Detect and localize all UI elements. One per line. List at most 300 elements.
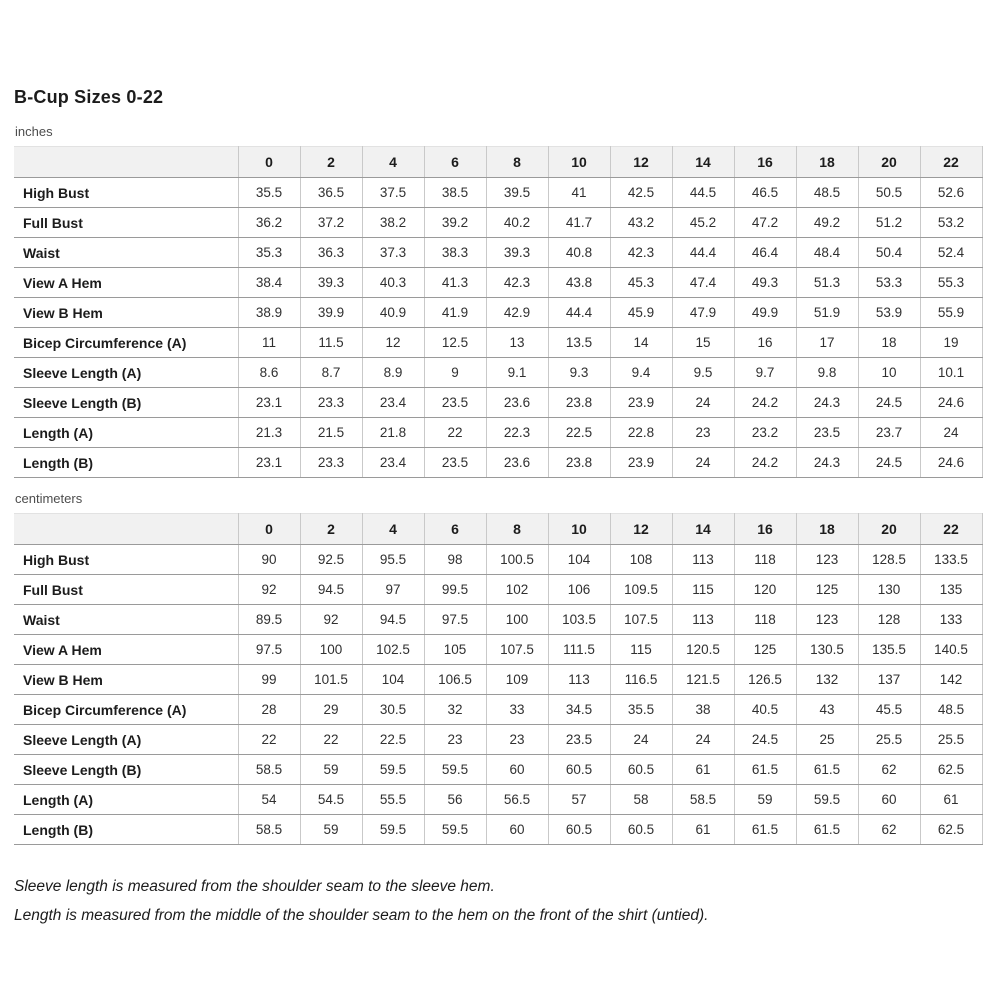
size-value-cell: 121.5 <box>672 665 734 695</box>
measurement-row <box>14 328 982 358</box>
size-value-cell: 61 <box>920 785 982 815</box>
size-table-inches <box>14 146 983 478</box>
size-value-cell: 22 <box>424 418 486 448</box>
size-value-cell: 24.5 <box>858 388 920 418</box>
size-value-cell: 38.4 <box>238 268 300 298</box>
size-value-cell: 23.6 <box>486 388 548 418</box>
size-value-cell: 61 <box>672 815 734 845</box>
size-value-cell: 54 <box>238 785 300 815</box>
size-value-cell: 24.6 <box>920 448 982 478</box>
size-value-cell: 133.5 <box>920 545 982 575</box>
size-value-cell: 60.5 <box>548 755 610 785</box>
size-value-cell: 24 <box>672 388 734 418</box>
footnote-sleeve-length: Sleeve length is measured from the shoulder seam to the sleeve hem. <box>14 878 495 895</box>
size-value-cell: 49.3 <box>734 268 796 298</box>
corner-cell <box>14 147 238 178</box>
row-label: High Bust <box>14 545 238 575</box>
footnote-length: Length is measured from the middle of the shoulder seam to the hem on the front of the shirt (untied). <box>14 907 709 924</box>
size-value-cell: 35.5 <box>610 695 672 725</box>
size-value-cell: 54.5 <box>300 785 362 815</box>
size-value-cell: 13 <box>486 328 548 358</box>
size-value-cell: 9.7 <box>734 358 796 388</box>
size-value-cell: 32 <box>424 695 486 725</box>
size-column-header: 0 <box>238 514 300 545</box>
size-value-cell: 8.6 <box>238 358 300 388</box>
size-value-cell: 44.4 <box>548 298 610 328</box>
size-value-cell: 21.5 <box>300 418 362 448</box>
size-column-header: 18 <box>796 147 858 178</box>
size-value-cell: 23.7 <box>858 418 920 448</box>
size-value-cell: 142 <box>920 665 982 695</box>
size-value-cell: 135.5 <box>858 635 920 665</box>
size-value-cell: 23.3 <box>300 388 362 418</box>
size-value-cell: 9.8 <box>796 358 858 388</box>
size-value-cell: 47.2 <box>734 208 796 238</box>
size-value-cell: 41 <box>548 178 610 208</box>
size-value-cell: 22.3 <box>486 418 548 448</box>
size-value-cell: 23.9 <box>610 388 672 418</box>
size-value-cell: 24.3 <box>796 388 858 418</box>
size-column-header: 14 <box>672 514 734 545</box>
size-value-cell: 23.1 <box>238 388 300 418</box>
size-value-cell: 46.4 <box>734 238 796 268</box>
size-value-cell: 133 <box>920 605 982 635</box>
row-label: High Bust <box>14 178 238 208</box>
size-value-cell: 39.3 <box>486 238 548 268</box>
size-value-cell: 51.3 <box>796 268 858 298</box>
size-value-cell: 123 <box>796 605 858 635</box>
size-value-cell: 24.2 <box>734 448 796 478</box>
size-value-cell: 44.5 <box>672 178 734 208</box>
size-column-header: 14 <box>672 147 734 178</box>
row-label: View A Hem <box>14 268 238 298</box>
size-value-cell: 59.5 <box>362 755 424 785</box>
size-value-cell: 30.5 <box>362 695 424 725</box>
size-value-cell: 11 <box>238 328 300 358</box>
size-value-cell: 59.5 <box>424 815 486 845</box>
row-label: Length (A) <box>14 418 238 448</box>
size-value-cell: 55.3 <box>920 268 982 298</box>
size-value-cell: 58 <box>610 785 672 815</box>
size-value-cell: 111.5 <box>548 635 610 665</box>
size-value-cell: 106 <box>548 575 610 605</box>
size-column-header: 22 <box>920 147 982 178</box>
size-value-cell: 140.5 <box>920 635 982 665</box>
size-value-cell: 37.5 <box>362 178 424 208</box>
size-value-cell: 43.2 <box>610 208 672 238</box>
size-value-cell: 15 <box>672 328 734 358</box>
measurement-row <box>14 268 982 298</box>
measurement-row <box>14 545 982 575</box>
size-value-cell: 92.5 <box>300 545 362 575</box>
size-column-header: 2 <box>300 514 362 545</box>
size-value-cell: 97.5 <box>424 605 486 635</box>
size-value-cell: 36.2 <box>238 208 300 238</box>
size-value-cell: 45.3 <box>610 268 672 298</box>
size-value-cell: 56.5 <box>486 785 548 815</box>
size-value-cell: 130.5 <box>796 635 858 665</box>
size-value-cell: 23.5 <box>796 418 858 448</box>
size-column-header: 4 <box>362 147 424 178</box>
size-value-cell: 45.9 <box>610 298 672 328</box>
size-value-cell: 99.5 <box>424 575 486 605</box>
measurement-row <box>14 448 982 478</box>
measurement-row <box>14 358 982 388</box>
size-value-cell: 118 <box>734 605 796 635</box>
size-value-cell: 92 <box>238 575 300 605</box>
size-value-cell: 14 <box>610 328 672 358</box>
size-value-cell: 100.5 <box>486 545 548 575</box>
size-value-cell: 57 <box>548 785 610 815</box>
size-value-cell: 23 <box>486 725 548 755</box>
size-column-header: 2 <box>300 147 362 178</box>
size-value-cell: 23.8 <box>548 388 610 418</box>
size-value-cell: 135 <box>920 575 982 605</box>
size-value-cell: 21.8 <box>362 418 424 448</box>
size-value-cell: 59.5 <box>424 755 486 785</box>
size-value-cell: 50.4 <box>858 238 920 268</box>
size-column-header: 10 <box>548 147 610 178</box>
size-value-cell: 62.5 <box>920 755 982 785</box>
measurement-row <box>14 665 982 695</box>
size-column-header: 10 <box>548 514 610 545</box>
size-value-cell: 53.9 <box>858 298 920 328</box>
row-label: Length (B) <box>14 815 238 845</box>
size-value-cell: 41.9 <box>424 298 486 328</box>
size-value-cell: 43.8 <box>548 268 610 298</box>
size-value-cell: 24 <box>672 448 734 478</box>
size-value-cell: 24.5 <box>858 448 920 478</box>
size-value-cell: 61 <box>672 755 734 785</box>
size-value-cell: 21.3 <box>238 418 300 448</box>
size-value-cell: 101.5 <box>300 665 362 695</box>
size-value-cell: 38.9 <box>238 298 300 328</box>
size-value-cell: 42.3 <box>486 268 548 298</box>
size-value-cell: 125 <box>734 635 796 665</box>
size-value-cell: 16 <box>734 328 796 358</box>
size-value-cell: 29 <box>300 695 362 725</box>
size-value-cell: 12.5 <box>424 328 486 358</box>
size-value-cell: 9.1 <box>486 358 548 388</box>
size-value-cell: 53.2 <box>920 208 982 238</box>
row-label: Sleeve Length (B) <box>14 755 238 785</box>
size-value-cell: 39.9 <box>300 298 362 328</box>
size-value-cell: 90 <box>238 545 300 575</box>
measurement-row <box>14 785 982 815</box>
size-value-cell: 137 <box>858 665 920 695</box>
measurement-row <box>14 238 982 268</box>
size-value-cell: 22.5 <box>362 725 424 755</box>
size-value-cell: 105 <box>424 635 486 665</box>
size-value-cell: 42.9 <box>486 298 548 328</box>
size-value-cell: 62 <box>858 815 920 845</box>
unit-label-inches: inches <box>15 124 53 139</box>
size-value-cell: 61.5 <box>734 755 796 785</box>
size-value-cell: 38.3 <box>424 238 486 268</box>
size-value-cell: 97 <box>362 575 424 605</box>
size-column-header: 16 <box>734 514 796 545</box>
size-value-cell: 37.2 <box>300 208 362 238</box>
measurement-row <box>14 298 982 328</box>
size-value-cell: 95.5 <box>362 545 424 575</box>
size-value-cell: 94.5 <box>362 605 424 635</box>
size-value-cell: 44.4 <box>672 238 734 268</box>
size-column-header: 4 <box>362 514 424 545</box>
size-value-cell: 8.9 <box>362 358 424 388</box>
size-value-cell: 100 <box>300 635 362 665</box>
size-value-cell: 99 <box>238 665 300 695</box>
size-value-cell: 40.2 <box>486 208 548 238</box>
size-value-cell: 36.3 <box>300 238 362 268</box>
size-value-cell: 36.5 <box>300 178 362 208</box>
size-column-header: 12 <box>610 514 672 545</box>
row-label: Sleeve Length (B) <box>14 388 238 418</box>
size-value-cell: 59 <box>300 755 362 785</box>
size-value-cell: 60.5 <box>548 815 610 845</box>
size-value-cell: 48.5 <box>920 695 982 725</box>
measurement-row <box>14 695 982 725</box>
footnotes <box>14 872 982 930</box>
measurement-row <box>14 605 982 635</box>
size-value-cell: 28 <box>238 695 300 725</box>
size-column-header: 8 <box>486 147 548 178</box>
size-value-cell: 118 <box>734 545 796 575</box>
size-column-header: 6 <box>424 147 486 178</box>
size-table-centimeters <box>14 513 983 845</box>
size-value-cell: 41.3 <box>424 268 486 298</box>
size-value-cell: 53.3 <box>858 268 920 298</box>
size-value-cell: 106.5 <box>424 665 486 695</box>
size-value-cell: 52.4 <box>920 238 982 268</box>
size-value-cell: 19 <box>920 328 982 358</box>
size-value-cell: 39.3 <box>300 268 362 298</box>
size-value-cell: 50.5 <box>858 178 920 208</box>
size-value-cell: 103.5 <box>548 605 610 635</box>
size-value-cell: 60 <box>486 755 548 785</box>
size-value-cell: 22.5 <box>548 418 610 448</box>
size-value-cell: 120 <box>734 575 796 605</box>
size-value-cell: 9 <box>424 358 486 388</box>
size-value-cell: 23.1 <box>238 448 300 478</box>
size-value-cell: 23 <box>672 418 734 448</box>
size-value-cell: 9.3 <box>548 358 610 388</box>
measurement-row <box>14 388 982 418</box>
size-value-cell: 46.5 <box>734 178 796 208</box>
size-value-cell: 104 <box>548 545 610 575</box>
size-value-cell: 22.8 <box>610 418 672 448</box>
size-value-cell: 22 <box>300 725 362 755</box>
size-value-cell: 49.9 <box>734 298 796 328</box>
size-column-header: 6 <box>424 514 486 545</box>
row-label: Bicep Circumference (A) <box>14 328 238 358</box>
size-value-cell: 23.9 <box>610 448 672 478</box>
row-label: Waist <box>14 605 238 635</box>
measurement-row <box>14 208 982 238</box>
size-value-cell: 24.2 <box>734 388 796 418</box>
size-value-cell: 116.5 <box>610 665 672 695</box>
size-value-cell: 23.5 <box>548 725 610 755</box>
size-value-cell: 55.5 <box>362 785 424 815</box>
size-value-cell: 48.5 <box>796 178 858 208</box>
size-value-cell: 37.3 <box>362 238 424 268</box>
size-value-cell: 98 <box>424 545 486 575</box>
size-value-cell: 60.5 <box>610 815 672 845</box>
size-value-cell: 39.2 <box>424 208 486 238</box>
size-value-cell: 130 <box>858 575 920 605</box>
measurement-row <box>14 178 982 208</box>
size-value-cell: 120.5 <box>672 635 734 665</box>
size-value-cell: 10.1 <box>920 358 982 388</box>
size-value-cell: 125 <box>796 575 858 605</box>
size-value-cell: 60 <box>486 815 548 845</box>
size-value-cell: 24 <box>920 418 982 448</box>
size-value-cell: 40.8 <box>548 238 610 268</box>
size-value-cell: 102 <box>486 575 548 605</box>
size-column-header: 8 <box>486 514 548 545</box>
measurement-row <box>14 755 982 785</box>
size-value-cell: 51.2 <box>858 208 920 238</box>
size-value-cell: 23 <box>424 725 486 755</box>
size-value-cell: 24.5 <box>734 725 796 755</box>
size-value-cell: 132 <box>796 665 858 695</box>
size-value-cell: 40.3 <box>362 268 424 298</box>
size-value-cell: 92 <box>300 605 362 635</box>
size-value-cell: 23.4 <box>362 448 424 478</box>
corner-cell <box>14 514 238 545</box>
size-value-cell: 23.3 <box>300 448 362 478</box>
size-value-cell: 55.9 <box>920 298 982 328</box>
size-value-cell: 41.7 <box>548 208 610 238</box>
size-value-cell: 123 <box>796 545 858 575</box>
row-label: Full Bust <box>14 575 238 605</box>
size-value-cell: 45.5 <box>858 695 920 725</box>
size-value-cell: 22 <box>238 725 300 755</box>
size-value-cell: 35.5 <box>238 178 300 208</box>
size-value-cell: 23.5 <box>424 448 486 478</box>
size-value-cell: 61.5 <box>796 755 858 785</box>
size-value-cell: 115 <box>672 575 734 605</box>
size-value-cell: 25.5 <box>858 725 920 755</box>
size-value-cell: 59.5 <box>362 815 424 845</box>
size-value-cell: 17 <box>796 328 858 358</box>
size-value-cell: 42.3 <box>610 238 672 268</box>
size-value-cell: 113 <box>548 665 610 695</box>
size-value-cell: 39.5 <box>486 178 548 208</box>
size-value-cell: 109 <box>486 665 548 695</box>
row-label: Sleeve Length (A) <box>14 725 238 755</box>
size-column-header: 20 <box>858 514 920 545</box>
row-label: View B Hem <box>14 298 238 328</box>
size-value-cell: 38.2 <box>362 208 424 238</box>
size-value-cell: 62.5 <box>920 815 982 845</box>
size-column-header: 16 <box>734 147 796 178</box>
size-value-cell: 107.5 <box>486 635 548 665</box>
size-value-cell: 97.5 <box>238 635 300 665</box>
size-value-cell: 23.5 <box>424 388 486 418</box>
size-value-cell: 42.5 <box>610 178 672 208</box>
size-value-cell: 59 <box>734 785 796 815</box>
size-value-cell: 47.4 <box>672 268 734 298</box>
size-value-cell: 58.5 <box>238 755 300 785</box>
row-label: Length (A) <box>14 785 238 815</box>
size-value-cell: 113 <box>672 545 734 575</box>
size-value-cell: 58.5 <box>672 785 734 815</box>
size-column-header: 18 <box>796 514 858 545</box>
size-value-cell: 49.2 <box>796 208 858 238</box>
size-value-cell: 24 <box>610 725 672 755</box>
row-label: Waist <box>14 238 238 268</box>
size-column-header: 12 <box>610 147 672 178</box>
row-label: Sleeve Length (A) <box>14 358 238 388</box>
size-value-cell: 59 <box>300 815 362 845</box>
size-value-cell: 59.5 <box>796 785 858 815</box>
size-value-cell: 12 <box>362 328 424 358</box>
size-column-header: 20 <box>858 147 920 178</box>
size-value-cell: 25.5 <box>920 725 982 755</box>
row-label: View A Hem <box>14 635 238 665</box>
size-value-cell: 35.3 <box>238 238 300 268</box>
measurement-row <box>14 418 982 448</box>
size-value-cell: 23.6 <box>486 448 548 478</box>
size-value-cell: 56 <box>424 785 486 815</box>
size-value-cell: 60 <box>858 785 920 815</box>
size-column-header: 22 <box>920 514 982 545</box>
row-label: Bicep Circumference (A) <box>14 695 238 725</box>
size-value-cell: 24.3 <box>796 448 858 478</box>
size-value-cell: 40.9 <box>362 298 424 328</box>
size-value-cell: 40.5 <box>734 695 796 725</box>
size-value-cell: 33 <box>486 695 548 725</box>
size-value-cell: 126.5 <box>734 665 796 695</box>
size-value-cell: 61.5 <box>734 815 796 845</box>
size-value-cell: 18 <box>858 328 920 358</box>
size-value-cell: 89.5 <box>238 605 300 635</box>
size-value-cell: 113 <box>672 605 734 635</box>
size-value-cell: 128 <box>858 605 920 635</box>
size-value-cell: 108 <box>610 545 672 575</box>
page-title: B-Cup Sizes 0-22 <box>14 87 164 107</box>
size-value-cell: 9.4 <box>610 358 672 388</box>
size-value-cell: 52.6 <box>920 178 982 208</box>
size-value-cell: 38 <box>672 695 734 725</box>
size-value-cell: 62 <box>858 755 920 785</box>
size-header-row <box>14 147 982 178</box>
size-value-cell: 100 <box>486 605 548 635</box>
size-value-cell: 23.2 <box>734 418 796 448</box>
size-value-cell: 61.5 <box>796 815 858 845</box>
row-label: Length (B) <box>14 448 238 478</box>
size-value-cell: 13.5 <box>548 328 610 358</box>
size-value-cell: 94.5 <box>300 575 362 605</box>
size-value-cell: 58.5 <box>238 815 300 845</box>
size-value-cell: 51.9 <box>796 298 858 328</box>
measurement-row <box>14 725 982 755</box>
size-value-cell: 45.2 <box>672 208 734 238</box>
measurement-row <box>14 815 982 845</box>
size-value-cell: 23.8 <box>548 448 610 478</box>
measurement-row <box>14 575 982 605</box>
size-value-cell: 115 <box>610 635 672 665</box>
size-column-header: 0 <box>238 147 300 178</box>
size-value-cell: 128.5 <box>858 545 920 575</box>
unit-label-centimeters: centimeters <box>15 491 83 506</box>
size-value-cell: 102.5 <box>362 635 424 665</box>
measurement-row <box>14 635 982 665</box>
size-value-cell: 107.5 <box>610 605 672 635</box>
size-value-cell: 9.5 <box>672 358 734 388</box>
size-value-cell: 23.4 <box>362 388 424 418</box>
size-header-row <box>14 514 982 545</box>
